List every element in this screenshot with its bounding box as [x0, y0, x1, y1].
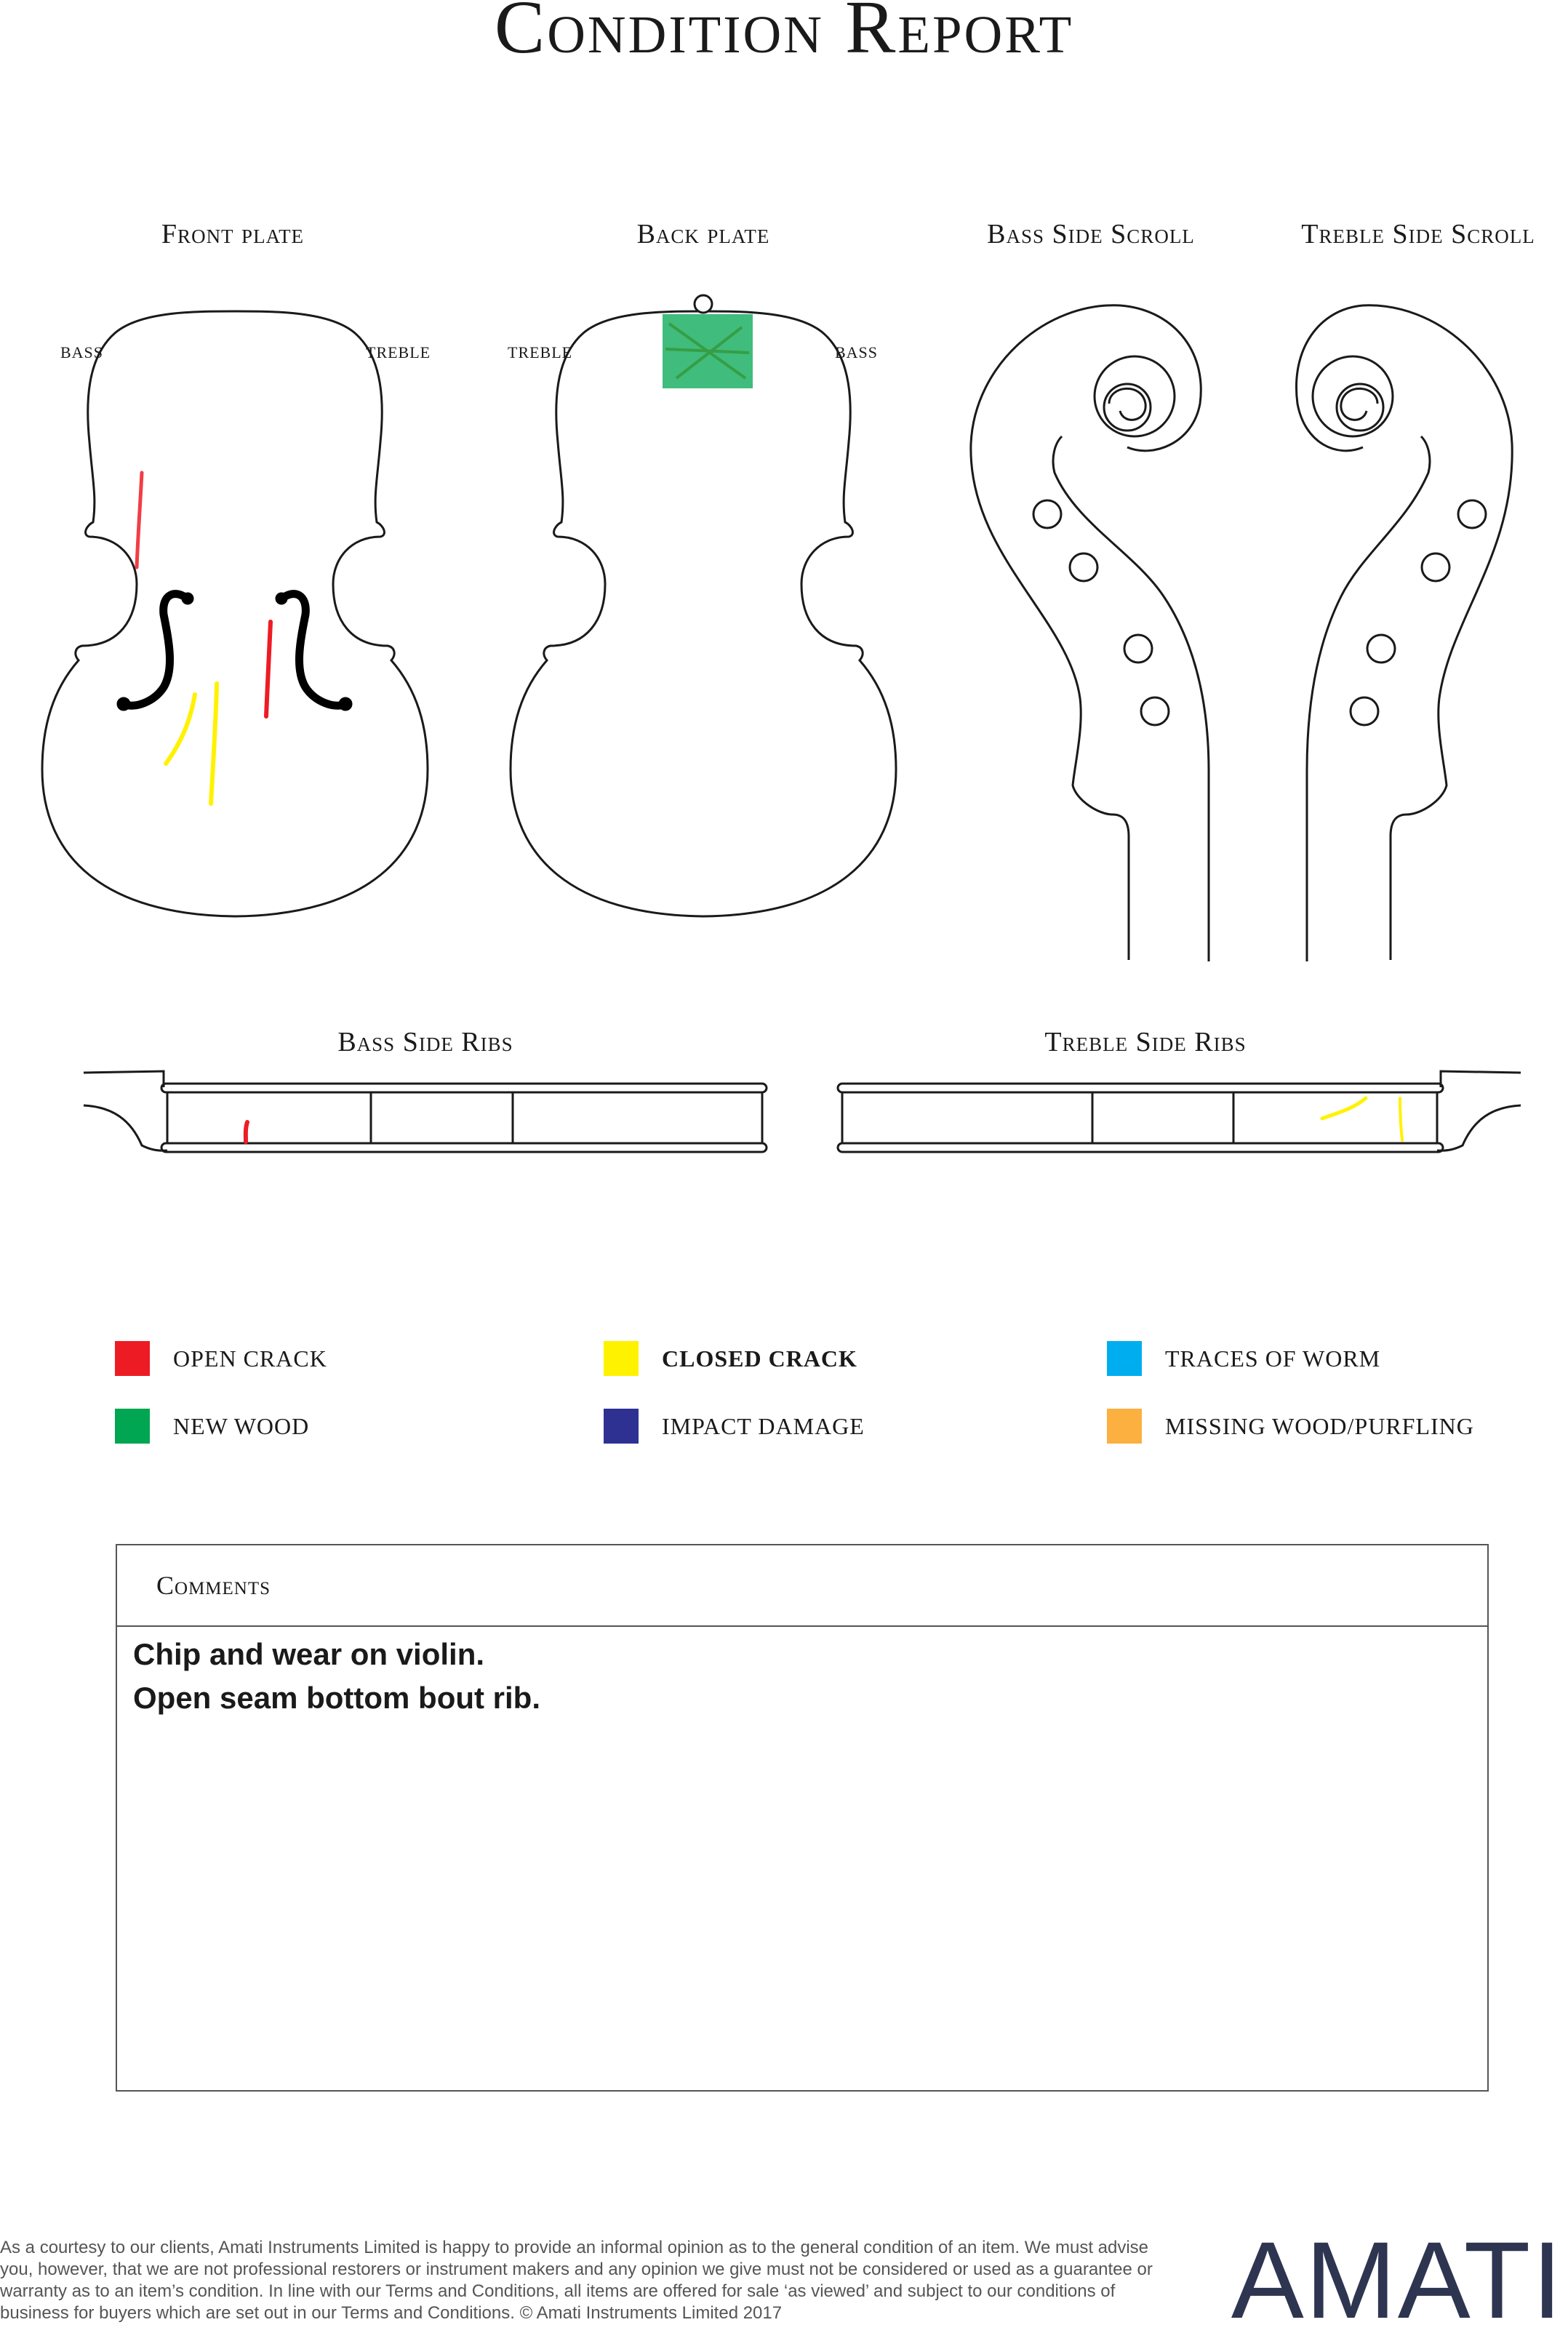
comment-line: Open seam bottom bout rib.: [133, 1681, 541, 1715]
treble-scroll-outline: [1296, 305, 1512, 961]
amati-logo: AMATI: [1231, 2219, 1564, 2341]
front-plate-label: Front plate: [161, 219, 305, 249]
open-crack-mark-front-center: [266, 622, 271, 716]
legend-label: IMPACT DAMAGE: [662, 1412, 865, 1439]
front-bass-side-label: BASS: [60, 343, 104, 361]
closed-crack-mark-treble-rib-a: [1322, 1098, 1366, 1119]
back-button: [695, 295, 712, 313]
legend-label: TRACES OF WORM: [1165, 1345, 1381, 1372]
back-plate-label: Back plate: [636, 219, 770, 249]
legend-item-open-crack: [115, 1340, 327, 1377]
front-treble-side-label: TREBLE: [366, 343, 431, 361]
legend-item-new-wood: [115, 1408, 309, 1444]
new-wood-swatch: [115, 1409, 150, 1444]
open-crack-mark-bass-rib: [246, 1122, 247, 1142]
open-crack-swatch: [115, 1341, 150, 1376]
bass-side-scroll-label: Bass Side Scroll: [987, 219, 1195, 249]
missing-wood-purfling-swatch: [1107, 1409, 1142, 1444]
treble-ribs-outline: [838, 1071, 1521, 1152]
traces-of-worm-swatch: [1107, 1341, 1142, 1376]
legend-item-closed-crack: [604, 1340, 857, 1377]
back-treble-side-label: TREBLE: [508, 343, 573, 361]
comment-line: Chip and wear on violin.: [133, 1637, 485, 1671]
legend-item-traces-of-worm: [1107, 1340, 1380, 1377]
page-title: Condition Report: [494, 0, 1074, 69]
closed-crack-swatch: [604, 1341, 639, 1376]
bass-side-ribs-label: Bass Side Ribs: [337, 1027, 513, 1057]
treble-side-ribs-label: Treble Side Ribs: [1044, 1027, 1247, 1057]
legend-label: NEW WOOD: [173, 1412, 310, 1439]
front-plate-outline: [42, 311, 428, 916]
closed-crack-mark-front-b: [211, 684, 217, 804]
open-crack-mark-front-upper: [137, 473, 142, 567]
f-hole-treble: [276, 593, 352, 711]
bass-ribs-outline: [84, 1071, 767, 1152]
f-hole-bass: [117, 593, 193, 711]
legend-item-impact-damage: [604, 1408, 865, 1444]
back-plate-outline: [511, 311, 896, 916]
legend-label: CLOSED CRACK: [662, 1345, 857, 1372]
treble-side-scroll-label: Treble Side Scroll: [1301, 219, 1535, 249]
comments-header: Comments: [117, 1545, 1487, 1627]
back-bass-side-label: BASS: [835, 343, 879, 361]
legend-item-missing-wood-purfling: [1107, 1408, 1474, 1444]
disclaimer-text: As a courtesy to our clients, Amati Instruments Limited is happy to provide an informal opinion as to the general condition of an item. We must advise you, however, that we are not professional restorers or instrument makers and any opinion we give must not be considered or used as a guarantee or warranty as to an item’s condition. In line with our Terms and Conditions, all items are offered for sale ‘as viewed’ and subject to our conditions of business for buyers which are set out in our Terms and Conditions. © Amati Instruments Limited 2017: [0, 2238, 1153, 2323]
closed-crack-mark-front-a: [166, 695, 195, 764]
legend-label: OPEN CRACK: [173, 1345, 327, 1372]
bass-scroll-outline: [971, 305, 1209, 961]
closed-crack-mark-treble-rib-b: [1400, 1098, 1402, 1140]
comments-box: [116, 1544, 1489, 2092]
impact-damage-swatch: [604, 1409, 639, 1444]
legend-label: MISSING WOOD/PURFLING: [1165, 1412, 1474, 1439]
comments-body: [117, 1627, 1487, 1720]
